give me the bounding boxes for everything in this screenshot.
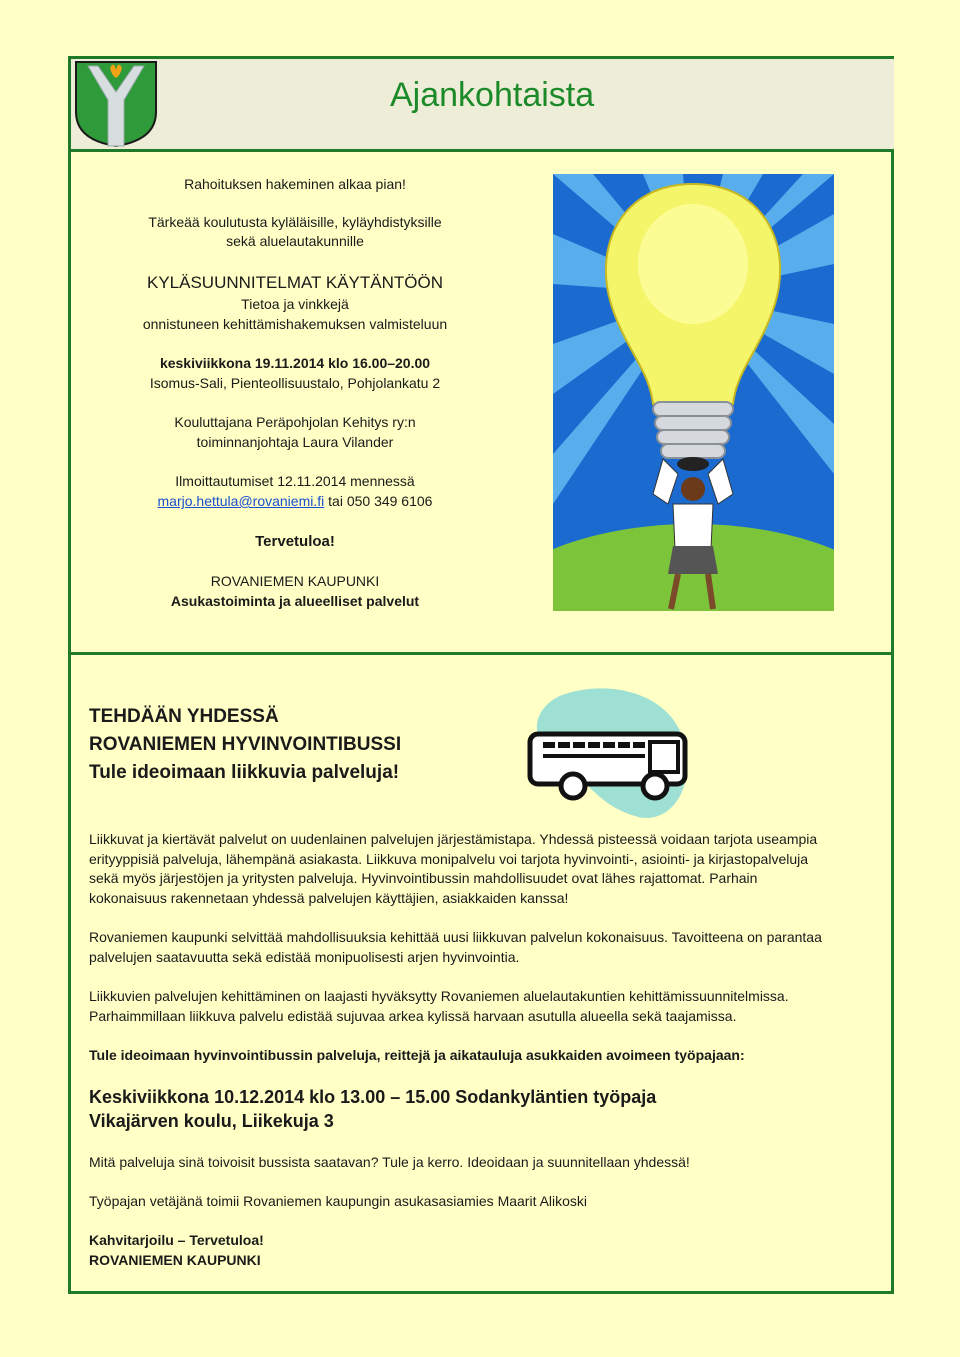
training-line-2: sekä aluelautakunnille: [226, 233, 364, 249]
welcome-text: Tervetuloa!: [255, 533, 335, 550]
bus-illustration: [525, 686, 705, 826]
workshop-host: Työpajan vetäjänä toimii Rovaniemen kaupungin asukasasiamies Maarit Alikoski: [89, 1193, 588, 1209]
workshop-place: Vikajärven koulu, Liikekuja 3: [89, 1111, 334, 1131]
paragraph-2-line-2: palvelujen saatavuutta sekä edistää monipuolisesti arjen hyvinvointia.: [89, 948, 520, 965]
coat-of-arms-logo: [74, 60, 158, 148]
light-bulb-illustration: [553, 174, 834, 611]
event-place: Isomus-Sali, Pienteollisuustalo, Pohjolankatu 2: [149, 375, 441, 391]
event-subtitle-2: onnistuneen kehittämishakemuksen valmisteluun: [142, 316, 448, 332]
email-link[interactable]: marjo.hettula@rovaniemi.fi: [157, 493, 325, 509]
event-heading: KYLÄSUUNNITELMAT KÄYTÄNTÖÖN: [147, 273, 443, 292]
registration-line: Ilmoittautumiset 12.11.2014 mennessä: [175, 473, 415, 489]
coffee-line: Kahvitarjoilu – Tervetuloa!: [89, 1232, 264, 1248]
training-line-1: Tärkeää koulutusta kyläläisille, kyläyhdistyksille: [148, 214, 442, 230]
announce-line: Rahoituksen hakeminen alkaa pian!: [184, 176, 406, 192]
bus-heading-3: Tule ideoimaan liikkuvia palveluja!: [89, 762, 400, 783]
workshop-question: Mitä palveluja sinä toivoisit bussista saatavan? Tule ja kerro. Ideoidaan ja suunnitellaan yhdessä!: [89, 1154, 690, 1170]
section-divider: [71, 652, 894, 655]
organizer-name: ROVANIEMEN KAUPUNKI: [210, 573, 380, 589]
paragraph-3-line-1: Liikkuvien palvelujen kehittäminen on laajasti hyväksytty Rovaniemen aluelautakuntien kehittämissuunnitelmissa.: [89, 988, 789, 1004]
trainer-line-1: Kouluttajana Peräpohjolan Kehitys ry:n: [174, 414, 416, 430]
paragraph-1-line-2: erityyppisiä palveluja, lähempänä asiakasta. Liikkuva monipalvelu voi tarjota hyvinvointi-, asiointi- ja kirjastopalveluja: [89, 850, 809, 867]
page-title: Ajankohtaista: [390, 76, 595, 114]
paragraph-1-line-4: kokonaisuus rakennetaan yhdessä palvelujen käyttäjien, asiakkaiden kanssa!: [89, 889, 569, 906]
organizer-unit: Asukastoiminta ja alueelliset palvelut: [170, 593, 420, 609]
trainer-line-2: toiminnanjohtaja Laura Vilander: [196, 434, 394, 450]
event-subtitle-1: Tietoa ja vinkkejä: [241, 296, 349, 312]
workshop-invite: Tule ideoimaan hyvinvointibussin palveluja, reittejä ja aikatauluja asukkaiden avoimeen työpajaan:: [89, 1047, 745, 1063]
paragraph-3-line-2: Parhaimmillaan liikkuva palvelu edistää sujuvaa arkea kylissä harvaan asutulla alueella sekä taajamissa.: [89, 1007, 737, 1024]
paragraph-1-line-3: sekä myös järjestöjen ja yritysten palveluja. Hyvinvointibussin mahdollisuudet ovat lähes rajattomat. Parhain: [89, 870, 758, 886]
bus-heading-2: ROVANIEMEN HYVINVOINTIBUSSI: [89, 734, 402, 755]
paragraph-1-line-1: Liikkuvat ja kiertävät palvelut on uudenlainen palvelujen järjestämistapa. Yhdessä pisteessä voidaan tarjota useampia: [89, 831, 818, 847]
organizer-footer: ROVANIEMEN KAUPUNKI: [89, 1251, 261, 1268]
workshop-time: Keskiviikkona 10.12.2014 klo 13.00 – 15.00 Sodankyläntien työpaja: [89, 1087, 657, 1107]
paragraph-2-line-1: Rovaniemen kaupunki selvittää mahdollisuuksia kehittää uusi liikkuvan palvelun kokonaisuus. Tavoitteena on parantaa: [89, 929, 822, 945]
contact-line: [100, 492, 490, 511]
bus-heading-1: TEHDÄÄN YHDESSÄ: [89, 706, 279, 727]
phone-text: tai 050 349 6106: [324, 493, 433, 509]
event-date: keskiviikkona 19.11.2014 klo 16.00–20.00: [159, 355, 431, 371]
